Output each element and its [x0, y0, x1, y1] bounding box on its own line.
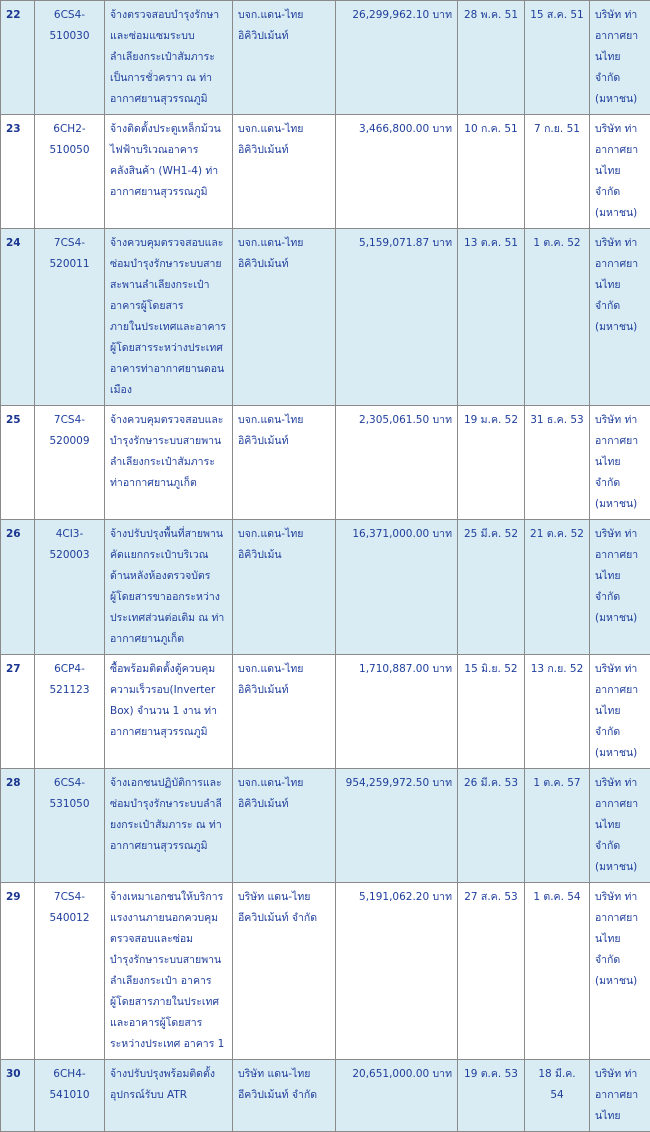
start-date: 28 พ.ค. 51 — [463, 5, 519, 26]
row-number: 23 — [6, 119, 29, 140]
end-date-cell — [525, 883, 590, 1060]
end-date: 13 ก.ย. 52 — [530, 659, 584, 680]
row-number: 22 — [6, 5, 29, 26]
contract-amount: 26,299,962.10 บาท — [341, 5, 452, 26]
contractor-name: บริษัท แดน-ไทย อีควิปเม้นท์ จำกัด — [238, 1064, 330, 1106]
start-date-cell — [458, 1, 525, 115]
row-number-cell — [1, 115, 35, 229]
contract-amount-cell — [336, 115, 458, 229]
project-description: จ้างควบคุมตรวจสอบและ บำรุงรักษาระบบสายพาน ลำเลียงกระเป๋าสัมภาระ ท่าอากาศยานภูเก็ต — [110, 410, 227, 494]
row-number-cell — [1, 406, 35, 520]
project-owner-cell — [590, 883, 650, 1060]
end-date: 1 ต.ค. 54 — [530, 887, 584, 908]
project-description-cell — [105, 1060, 233, 1132]
contract-amount: 3,466,800.00 บาท — [341, 119, 452, 140]
project-description-cell — [105, 655, 233, 769]
project-owner-cell — [590, 1, 650, 115]
table-row — [1, 520, 650, 655]
row-number: 25 — [6, 410, 29, 431]
start-date-cell — [458, 769, 525, 883]
start-date-cell — [458, 883, 525, 1060]
table-row — [1, 883, 650, 1060]
contractor-name-cell — [233, 406, 336, 520]
end-date-cell — [525, 1, 590, 115]
start-date-cell — [458, 1060, 525, 1132]
project-code-cell — [35, 115, 105, 229]
project-owner: บริษัท ท่า อากาศยานไทย จำกัด (มหาชน) — [595, 887, 645, 992]
contract-amount-cell — [336, 1060, 458, 1132]
start-date: 26 มี.ค. 53 — [463, 773, 519, 794]
project-code-cell — [35, 1, 105, 115]
project-description-cell — [105, 769, 233, 883]
contract-amount: 16,371,000.00 บาท — [341, 524, 452, 545]
project-owner-cell — [590, 115, 650, 229]
row-number-cell — [1, 520, 35, 655]
end-date-cell — [525, 769, 590, 883]
table-row — [1, 229, 650, 406]
project-code-cell — [35, 883, 105, 1060]
start-date: 19 ต.ค. 53 — [463, 1064, 519, 1085]
table-row — [1, 1060, 650, 1132]
start-date: 25 มี.ค. 52 — [463, 524, 519, 545]
end-date-cell — [525, 1060, 590, 1132]
project-code: 7CS4- 520009 — [40, 410, 99, 452]
contractor-name: บจก.แดน-ไทย อิคิวิปเม้นท์ — [238, 233, 330, 275]
row-number-cell — [1, 655, 35, 769]
row-number-cell — [1, 229, 35, 406]
project-owner-cell — [590, 229, 650, 406]
contractor-name-cell — [233, 883, 336, 1060]
row-number: 28 — [6, 773, 29, 794]
table-row — [1, 769, 650, 883]
contract-amount-cell — [336, 520, 458, 655]
project-owner: บริษัท ท่า อากาศยานไทย จำกัด (มหาชน) — [595, 524, 645, 629]
contract-amount: 954,259,972.50 บาท — [341, 773, 452, 794]
contractor-name: บจก.แดน-ไทย อิคิวิปเม้น — [238, 524, 330, 566]
project-code-cell — [35, 769, 105, 883]
project-code: 6CH2- 510050 — [40, 119, 99, 161]
project-code: 6CH4- 541010 — [40, 1064, 99, 1106]
project-owner-cell — [590, 1060, 650, 1132]
project-description: จ้างควบคุมตรวจสอบและ ซ่อมบำรุงรักษาระบบสาย สะพานลำเลียงกระเป๋า อาคารผู้โดยสาร ภายในประเทศและอาคาร ผู้โดยสารระหว่างประเทศ อาคารท่าอากาศยานดอน เมือง — [110, 233, 227, 401]
start-date-cell — [458, 520, 525, 655]
end-date: 18 มี.ค. 54 — [530, 1064, 584, 1106]
project-description-cell — [105, 229, 233, 406]
start-date-cell — [458, 115, 525, 229]
project-description-cell — [105, 406, 233, 520]
project-owner-cell — [590, 406, 650, 520]
project-code-cell — [35, 229, 105, 406]
row-number-cell — [1, 1060, 35, 1132]
project-description: จ้างปรับปรุงพื้นที่สายพาน คัดแยกกระเป๋าบริเวณ ด้านหลังห้องตรวจบัตร ผู้โดยสารขาออกระหว่าง ประเทศส่วนต่อเติม ณ ท่า อากาศยานภูเก็ต — [110, 524, 227, 650]
project-code: 6CS4- 531050 — [40, 773, 99, 815]
start-date: 15 มิ.ย. 52 — [463, 659, 519, 680]
contract-amount-cell — [336, 229, 458, 406]
end-date: 21 ต.ค. 52 — [530, 524, 584, 545]
contractor-name-cell — [233, 769, 336, 883]
table-row — [1, 115, 650, 229]
project-owner: บริษัท ท่า อากาศยานไทย จำกัด (มหาชน) — [595, 119, 645, 224]
contract-amount: 2,305,061.50 บาท — [341, 410, 452, 431]
project-owner: บริษัท ท่า อากาศยานไทย จำกัด (มหาชน) — [595, 773, 645, 878]
table-row — [1, 1, 650, 115]
end-date-cell — [525, 655, 590, 769]
contract-amount-cell — [336, 406, 458, 520]
contract-amount: 5,191,062.20 บาท — [341, 887, 452, 908]
project-owner: บริษัท ท่า อากาศยานไทย จำกัด (มหาชน) — [595, 5, 645, 110]
start-date: 27 ส.ค. 53 — [463, 887, 519, 908]
contractor-name: บจก.แดน-ไทย อิคิวิปเม้นท์ — [238, 659, 330, 701]
project-description-cell — [105, 1, 233, 115]
contractor-name-cell — [233, 229, 336, 406]
start-date: 19 ม.ค. 52 — [463, 410, 519, 431]
end-date-cell — [525, 115, 590, 229]
project-description: จ้างตรวจสอบบำรุงรักษา และซ่อมแซมระบบ ลำเลียงกระเป๋าสัมภาระ เป็นการชั่วคราว ณ ท่า อากาศยานสุวรรณภูมิ — [110, 5, 227, 110]
contractor-name-cell — [233, 655, 336, 769]
project-code: 6CS4- 510030 — [40, 5, 99, 47]
project-description-cell — [105, 115, 233, 229]
project-description: จ้างติดตั้งประตูเหล็กม้วน ไฟฟ้าบริเวณอาคาร คลังสินค้า (WH1-4) ท่า อากาศยานสุวรรณภูมิ — [110, 119, 227, 203]
contracts-table-body — [1, 1, 650, 1132]
project-owner-cell — [590, 655, 650, 769]
project-description-cell — [105, 520, 233, 655]
row-number-cell — [1, 769, 35, 883]
end-date-cell — [525, 229, 590, 406]
row-number: 27 — [6, 659, 29, 680]
contract-amount-cell — [336, 655, 458, 769]
end-date: 1 ต.ค. 52 — [530, 233, 584, 254]
project-owner: บริษัท ท่า อากาศยานไทย จำกัด (มหาชน) — [595, 659, 645, 764]
project-owner: บริษัท ท่า อากาศยานไทย — [595, 1064, 645, 1127]
end-date-cell — [525, 520, 590, 655]
contractor-name: บจก.แดน-ไทย อิคิวิปเม้นท์ — [238, 410, 330, 452]
row-number: 30 — [6, 1064, 29, 1085]
project-code-cell — [35, 655, 105, 769]
row-number-cell — [1, 1, 35, 115]
project-code-cell — [35, 1060, 105, 1132]
project-description: จ้างเอกชนปฏิบัติการและ ซ่อมบำรุงรักษาระบบลำลี ยงกระเป๋าสัมภาระ ณ ท่า อากาศยานสุวรรณภูมิ — [110, 773, 227, 857]
start-date: 13 ต.ค. 51 — [463, 233, 519, 254]
project-code: 7CS4- 520011 — [40, 233, 99, 275]
project-description-cell — [105, 883, 233, 1060]
project-code-cell — [35, 406, 105, 520]
end-date: 15 ส.ค. 51 — [530, 5, 584, 26]
start-date-cell — [458, 655, 525, 769]
project-code-cell — [35, 520, 105, 655]
contract-amount-cell — [336, 769, 458, 883]
project-description: จ้างปรับปรุงพร้อมติดตั้ง อุปกรณ์รับบ ATR — [110, 1064, 227, 1106]
row-number: 26 — [6, 524, 29, 545]
project-owner: บริษัท ท่า อากาศยานไทย จำกัด (มหาชน) — [595, 410, 645, 515]
project-code: 4CI3- 520003 — [40, 524, 99, 566]
end-date: 7 ก.ย. 51 — [530, 119, 584, 140]
table-row — [1, 406, 650, 520]
start-date-cell — [458, 406, 525, 520]
project-code: 6CP4- 521123 — [40, 659, 99, 701]
contract-amount-cell — [336, 1, 458, 115]
row-number: 24 — [6, 233, 29, 254]
contractor-name: บจก.แดน-ไทย อิคิวิปเม้นท์ — [238, 119, 330, 161]
contractor-name-cell — [233, 520, 336, 655]
end-date: 1 ต.ค. 57 — [530, 773, 584, 794]
project-owner-cell — [590, 520, 650, 655]
contract-amount: 5,159,071.87 บาท — [341, 233, 452, 254]
end-date-cell — [525, 406, 590, 520]
start-date: 10 ก.ค. 51 — [463, 119, 519, 140]
contract-amount: 1,710,887.00 บาท — [341, 659, 452, 680]
row-number-cell — [1, 883, 35, 1060]
contractor-name-cell — [233, 115, 336, 229]
contractor-name: บจก.แดน-ไทย อิคิวิปเม้นท์ — [238, 5, 330, 47]
contract-amount-cell — [336, 883, 458, 1060]
project-owner: บริษัท ท่า อากาศยานไทย จำกัด (มหาชน) — [595, 233, 645, 338]
contractor-name-cell — [233, 1, 336, 115]
contractor-name-cell — [233, 1060, 336, 1132]
project-owner-cell — [590, 769, 650, 883]
project-code: 7CS4- 540012 — [40, 887, 99, 929]
start-date-cell — [458, 229, 525, 406]
contract-amount: 20,651,000.00 บาท — [341, 1064, 452, 1085]
row-number: 29 — [6, 887, 29, 908]
contractor-name: บจก.แดน-ไทย อิคิวิปเม้นท์ — [238, 773, 330, 815]
contractor-name: บริษัท แดน-ไทย อีควิปเม้นท์ จำกัด — [238, 887, 330, 929]
project-description: ซื้อพร้อมติดตั้งตู้ควบคุม ความเร็วรอบ(Inverter Box) จำนวน 1 งาน ท่า อากาศยานสุวรรณภูมิ — [110, 659, 227, 743]
project-description: จ้างเหมาเอกชนให้บริการ แรงงานภายนอกควบคุม ตรวจสอบและซ่อม บำรุงรักษาระบบสายพาน ลำเลียงกระเป๋า อาคาร ผู้โดยสารภายในประเทศ และอาคารผู้โดยสาร ระหว่างประเทศ อาคาร 1 — [110, 887, 227, 1055]
end-date: 31 ธ.ค. 53 — [530, 410, 584, 431]
table-row — [1, 655, 650, 769]
